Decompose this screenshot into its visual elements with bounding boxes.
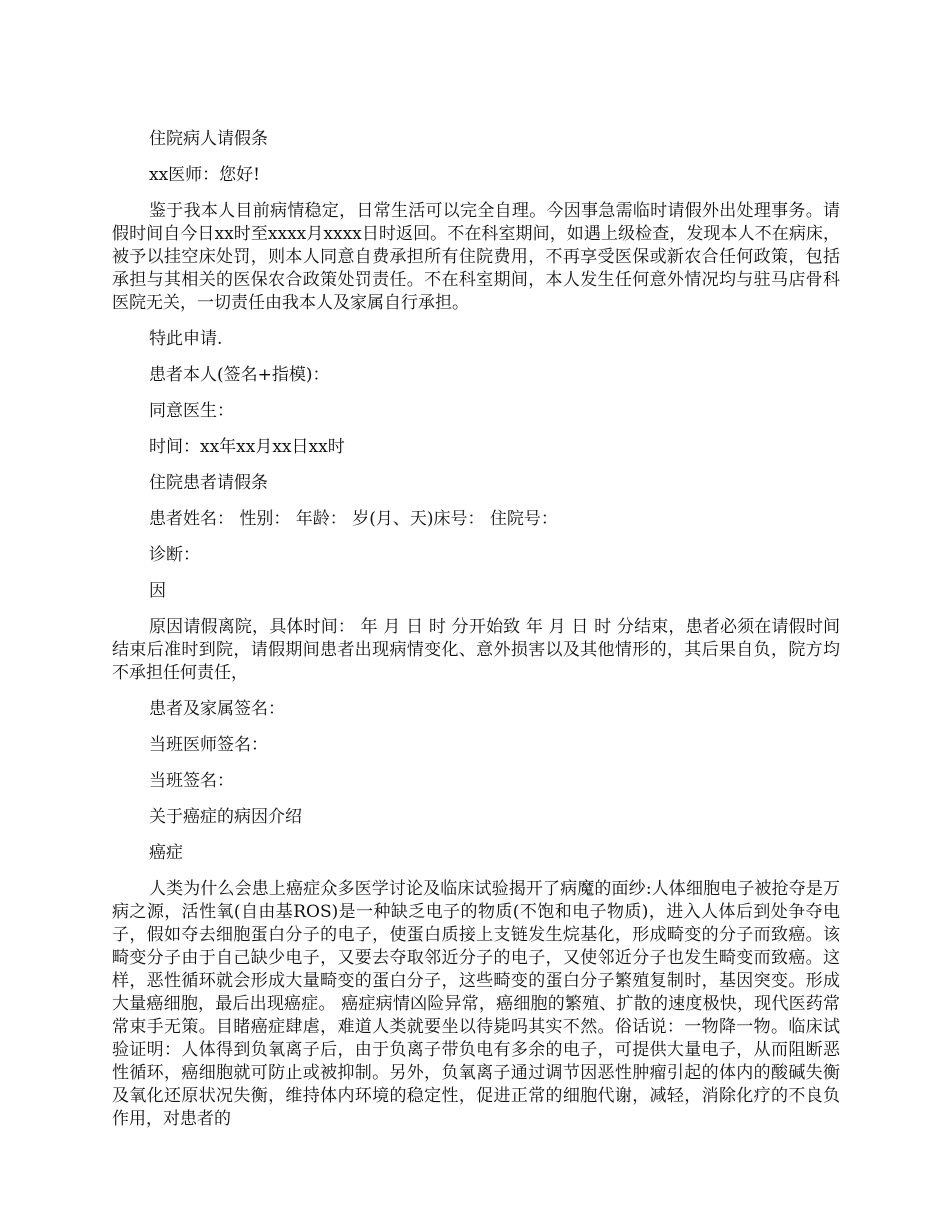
greeting-line: xx医师：您好!	[149, 165, 261, 185]
diagnosis-line: 诊断：	[149, 545, 200, 565]
family-signature-line: 患者及家属签名：	[149, 699, 285, 719]
doctor-signature-line: 当班医师签名：	[149, 735, 268, 755]
cancer-subtitle: 癌症	[149, 843, 183, 863]
duty-signature-line: 当班签名：	[149, 771, 234, 791]
time-line: 时间：xx年xx月xx日xx时	[149, 437, 345, 457]
patient-info-line: 患者姓名： 性别： 年龄： 岁(月、天)床号： 住院号：	[149, 509, 558, 529]
patient-signature-line: 患者本人(签名+指模)：	[149, 365, 330, 385]
cancer-intro-title: 关于癌症的病因介绍	[149, 807, 302, 827]
cancer-intro-body: 人类为什么会患上癌症众多医学讨论及临床试验揭开了病魔的面纱:人体细胞电子被抢夺是万病之源，活性氧(自由基ROS)是一种缺乏电子的物质(不饱和电子物质)，进入人体后到处争夺电子，假如夺去细胞蛋白分子的电子，使蛋白质接上支链发生烷基化，形成畸变的分子而致癌。该畸变分子由于自己缺少电子，又要去夺取邻近分子的电子，又使邻近分子也发生畸变而致癌。这样，恶性循环就会形成大量畸变的蛋白分子，这些畸变的蛋白分子繁殖复制时，基因突变。形成大量癌细胞，最后出现癌症。 癌症病情凶险异常，癌细胞的繁殖、扩散的速度极快，现代医药常常束手无策。目睹癌症肆虐，难道人类就要坐以待毙吗其实不然。俗话说：一物降一物。临床试验证明：人体得到负氧离子后，由于负离子带负电有多余的电子，可提供大量电子，从而阻断恶性循环，癌细胞就可防止或被抑制。另外，负氧离子通过调节因恶性肿瘤引起的体内的酸碱失衡及氧化还原状况失衡，维持体内环境的稳定性，促进正常的细胞代谢，减轻，消除化疗的不良负作用，对患者的	[112, 879, 840, 1129]
leave-note-body: 鉴于我本人目前病情稳定，日常生活可以完全自理。今因事急需临时请假外出处理事务。请假时间自今日xx时至xxxx月xxxx日时返回。不在科室期间，如遇上级检查，发现本人不在病床，被予以挂空床处罚，则本人同意自费承担所有住院费用，不再享受医保或新农合任何政策，包括承担与其相关的医保农合政策处罚责任。不在科室期间，本人发生任何意外情况均与驻马店骨科医院无关，一切责任由我本人及家属自行承担。	[112, 201, 840, 313]
reason-prefix-line: 因	[149, 581, 166, 601]
patient-leave-body: 原因请假离院，具体时间： 年 月 日 时 分开始致 年 月 日 时 分结束，患者必须在请假时间结束后准时到院，请假期间患者出现病情变化、意外损害以及其他情形的，其后果自负，院方均不承担任何责任，	[112, 617, 840, 683]
closing-line: 特此申请.	[149, 329, 223, 349]
document-content	[112, 128, 840, 1131]
doctor-consent-line: 同意医生：	[149, 401, 234, 421]
patient-leave-title: 住院患者请假条	[149, 473, 268, 493]
leave-note-title: 住院病人请假条	[149, 129, 268, 149]
